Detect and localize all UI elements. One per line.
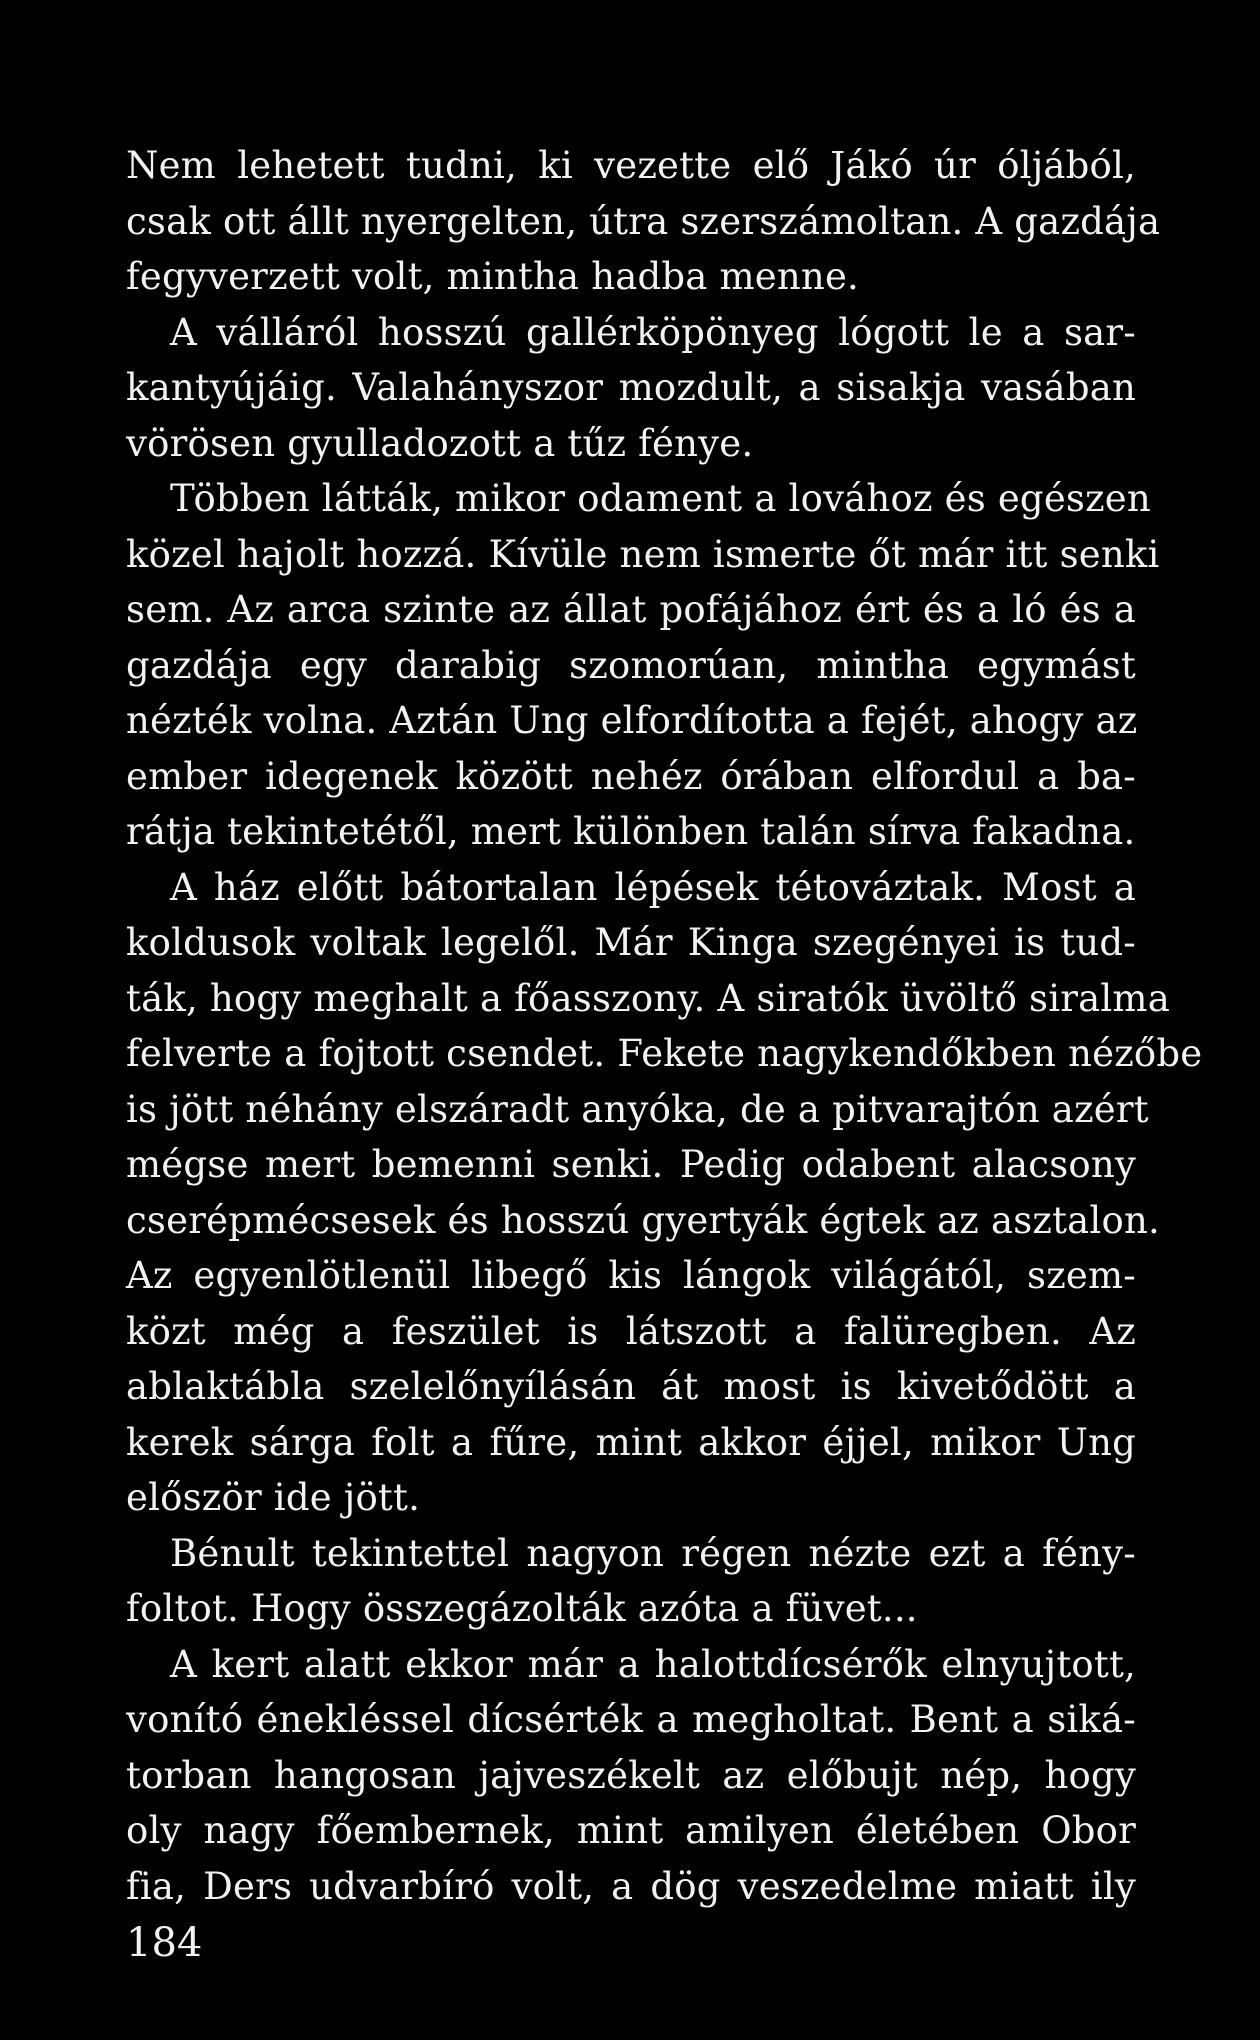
text-line: Az egyenlötlenül libegő kis lángok világától, szem-	[126, 1254, 1136, 1297]
page-number: 184	[126, 1920, 203, 1966]
text-line: A kert alatt ekkor már a halottdícsérők elnyujtott,	[170, 1642, 1136, 1686]
text-line: torban hangosan jajveszékelt az előbujt nép, hogy	[126, 1753, 1136, 1797]
text-line: Többen látták, mikor odament a lovához és egészen	[170, 477, 1151, 520]
text-line: sem. Az arca szinte az állat pofájához ért és a ló és a	[126, 588, 1136, 631]
text-line: ták, hogy meghalt a főasszony. A siratók üvöltő siralma	[126, 976, 1170, 1020]
text-line: cserépmécsesek és hosszú gyertyák égtek az asztalon.	[126, 1198, 1160, 1242]
text-line: A válláról hosszú gallérköpönyeg lógott le a sar-	[170, 310, 1136, 354]
text-line: felverte a fojtott csendet. Fekete nagykendőkben nézőbe	[126, 1032, 1203, 1075]
text-line: ablaktábla szelelőnyílásán át most is kivetődött a	[126, 1365, 1136, 1408]
text-line: ember idegenek között nehéz órában elfordul a ba-	[126, 754, 1136, 798]
text-line: A ház előtt bátortalan lépések tétováztak. Most a	[170, 865, 1136, 909]
text-line: közel hajolt hozzá. Kívüle nem ismerte őt már itt senki	[126, 532, 1160, 576]
body-text	[126, 138, 1203, 1914]
text-line: először ide jött.	[126, 1476, 421, 1519]
text-line: mégse mert bemenni senki. Pedig odabent alacsony	[126, 1143, 1136, 1186]
text-line: oly nagy főembernek, mint amilyen életében Obor	[126, 1809, 1136, 1852]
text-line: is jött néhány elszáradt anyóka, de a pitvarajtón azért	[126, 1087, 1149, 1131]
text-line: vörösen gyulladozott a tűz fénye.	[126, 421, 754, 465]
text-line: koldusok voltak legelől. Már Kinga szegényei is tud-	[126, 921, 1136, 964]
text-line: foltot. Hogy összegázolták azóta a füvet...	[126, 1587, 918, 1630]
text-line: Bénult tekintettel nagyon régen nézte ezt a fény-	[170, 1531, 1136, 1575]
text-line: Nem lehetett tudni, ki vezette elő Jákó úr óljából,	[126, 144, 1136, 187]
text-line: csak ott állt nyergelten, útra szerszámoltan. A gazdája	[126, 199, 1161, 243]
text-line: rátja tekintetétől, mert különben talán sírva fakadna.	[126, 810, 1136, 853]
text-line: vonító énekléssel dícsérték a megholtat. Bent a siká-	[126, 1698, 1136, 1741]
text-line: gazdája egy darabig szomorúan, mintha egymást	[126, 643, 1136, 687]
text-line: kerek sárga folt a fűre, mint akkor éjjel, mikor Ung	[126, 1420, 1136, 1464]
text-line: nézték volna. Aztán Ung elfordította a fejét, ahogy az	[126, 699, 1138, 742]
text-line: közt még a feszület is látszott a falüregben. Az	[126, 1309, 1136, 1353]
text-line: fia, Ders udvarbíró volt, a dög veszedelme miatt ily	[126, 1864, 1136, 1908]
text-line: kantyújáig. Valahányszor mozdult, a sisakja vasában	[126, 366, 1136, 409]
text-line: fegyverzett volt, mintha hadba menne.	[126, 255, 860, 298]
